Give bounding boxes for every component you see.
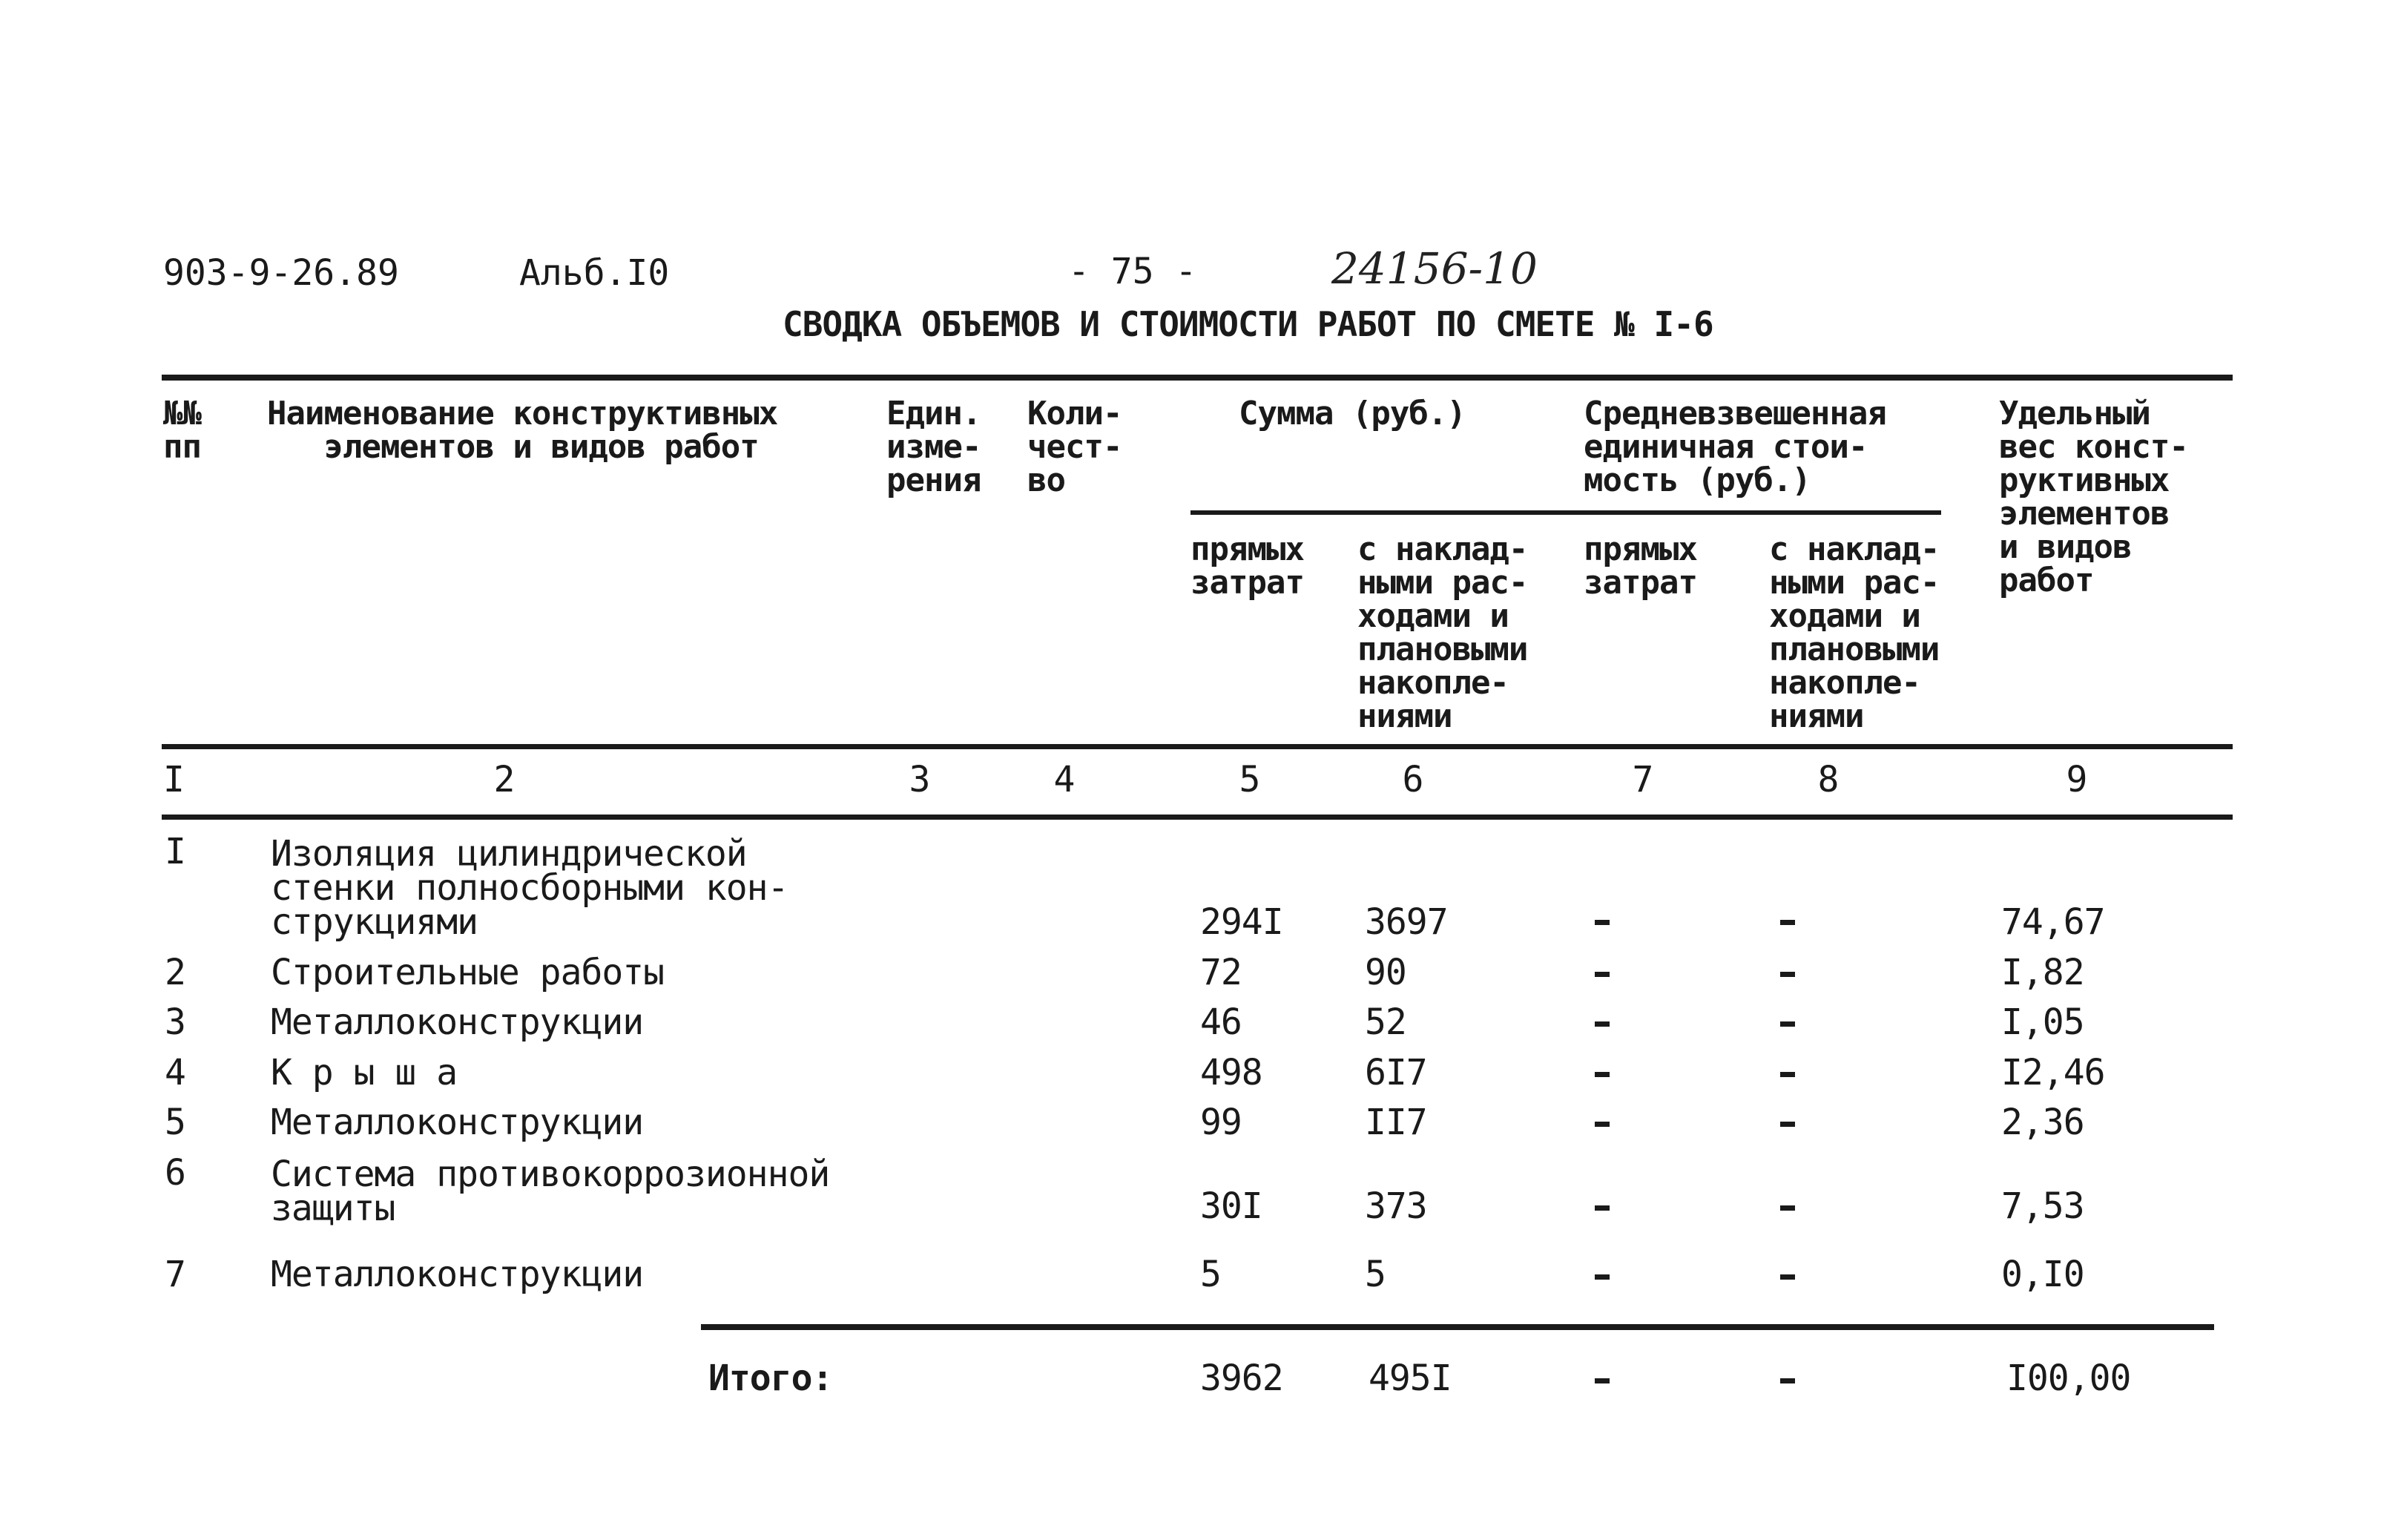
row-work-name: Строительные работы bbox=[271, 952, 665, 993]
column-number-6: 6 bbox=[1402, 759, 1424, 800]
row-work-name: К р ы ш а bbox=[271, 1052, 458, 1093]
row-number: 2 bbox=[165, 952, 185, 993]
header-quantity: Коли- чест- во bbox=[1027, 395, 1122, 499]
row-direct-cost: 72 bbox=[1200, 952, 1242, 993]
row-work-name: Изоляция цилиндрической стенки полносборными кон- струкциями bbox=[271, 833, 788, 943]
row-direct-cost: 30I bbox=[1200, 1185, 1262, 1227]
handwritten-number: 24156-10 bbox=[1331, 243, 1538, 294]
row-number: 3 bbox=[165, 1001, 185, 1043]
column-number-4: 4 bbox=[1053, 759, 1076, 800]
subheader-rule-sum bbox=[1190, 510, 1941, 515]
row-avg-direct-dash bbox=[1595, 920, 1610, 925]
row-direct-cost: 46 bbox=[1200, 1001, 1242, 1043]
page-number: - 75 - bbox=[1068, 251, 1197, 292]
header-row-number: №№ пп bbox=[163, 395, 201, 466]
row-direct-cost: 294I bbox=[1200, 901, 1283, 943]
row-work-name: Металлоконструкции bbox=[271, 1102, 644, 1143]
row-overhead-cost: 52 bbox=[1365, 1001, 1406, 1043]
header-unit: Един. изме- рения bbox=[886, 395, 981, 499]
album-number: Альб.I0 bbox=[519, 252, 670, 294]
header-sum-group: Сумма (руб.) bbox=[1239, 395, 1466, 432]
row-overhead-cost: 5 bbox=[1365, 1254, 1386, 1295]
row-avg-direct-dash bbox=[1595, 1021, 1610, 1027]
page-title: СВОДКА ОБЪЕМОВ И СТОИМОСТИ РАБОТ ПО СМЕТЕ № I-6 bbox=[783, 304, 1713, 344]
row-work-name: Металлоконструкции bbox=[271, 1001, 644, 1043]
row-avg-direct-dash bbox=[1595, 1205, 1610, 1211]
row-specific-weight: 74,67 bbox=[2001, 901, 2105, 943]
column-number-rule bbox=[162, 815, 2233, 820]
header-avg-overhead: с наклад- ными рас- ходами и плановыми накопле- ниями bbox=[1769, 530, 1940, 735]
column-number-3: 3 bbox=[909, 759, 931, 800]
column-number-7: 7 bbox=[1632, 759, 1654, 800]
column-number-8: 8 bbox=[1817, 759, 1840, 800]
document-code: 903-9-26.89 bbox=[163, 252, 399, 294]
row-number: 6 bbox=[165, 1152, 185, 1194]
row-overhead-cost: 373 bbox=[1365, 1185, 1427, 1227]
header-sum-direct: прямых затрат bbox=[1190, 530, 1304, 602]
row-direct-cost: 99 bbox=[1200, 1102, 1242, 1143]
row-overhead-cost: 3697 bbox=[1365, 901, 1448, 943]
total-rule bbox=[701, 1324, 2214, 1330]
total-avg-direct-dash bbox=[1595, 1378, 1610, 1383]
row-specific-weight: I2,46 bbox=[2001, 1052, 2105, 1093]
row-specific-weight: 0,I0 bbox=[2001, 1254, 2084, 1295]
row-avg-overhead-dash bbox=[1780, 1072, 1795, 1077]
row-specific-weight: 7,53 bbox=[2001, 1185, 2084, 1227]
row-direct-cost: 5 bbox=[1200, 1254, 1221, 1295]
row-number: 7 bbox=[165, 1254, 185, 1295]
row-work-name: Система противокоррозионной защиты bbox=[271, 1154, 830, 1229]
row-specific-weight: I,82 bbox=[2001, 952, 2084, 993]
row-avg-overhead-dash bbox=[1780, 1021, 1795, 1027]
row-overhead-cost: 6I7 bbox=[1365, 1052, 1427, 1093]
column-number-2: 2 bbox=[493, 759, 516, 800]
row-overhead-cost: 90 bbox=[1365, 952, 1406, 993]
row-avg-overhead-dash bbox=[1780, 1122, 1795, 1127]
total-overhead-cost: 495I bbox=[1369, 1358, 1452, 1399]
row-overhead-cost: II7 bbox=[1365, 1102, 1427, 1143]
row-avg-direct-dash bbox=[1595, 1274, 1610, 1280]
header-avg-direct: прямых затрат bbox=[1584, 530, 1697, 602]
row-direct-cost: 498 bbox=[1200, 1052, 1262, 1093]
row-avg-direct-dash bbox=[1595, 1072, 1610, 1077]
row-avg-overhead-dash bbox=[1780, 1274, 1795, 1280]
total-avg-overhead-dash bbox=[1780, 1378, 1795, 1383]
row-avg-overhead-dash bbox=[1780, 1205, 1795, 1211]
row-avg-direct-dash bbox=[1595, 972, 1610, 977]
header-average-cost-group: Средневзвешенная единичная стои- мость (руб.) bbox=[1584, 395, 1886, 499]
row-number: 4 bbox=[165, 1052, 185, 1093]
row-avg-direct-dash bbox=[1595, 1122, 1610, 1127]
row-specific-weight: 2,36 bbox=[2001, 1102, 2084, 1143]
total-specific-weight: I00,00 bbox=[2006, 1358, 2131, 1399]
total-label: Итого: bbox=[708, 1358, 833, 1399]
row-number: 5 bbox=[165, 1102, 185, 1143]
header-bottom-rule bbox=[162, 744, 2233, 749]
table-top-rule bbox=[162, 375, 2233, 381]
column-number-5: 5 bbox=[1239, 759, 1261, 800]
row-number: I bbox=[165, 831, 185, 872]
row-avg-overhead-dash bbox=[1780, 972, 1795, 977]
header-specific-weight: Удельный вес конст- руктивных элементов и видов работ bbox=[1999, 395, 2188, 599]
header-work-name: Наименование конструктивных элементов и видов работ bbox=[267, 395, 778, 466]
total-direct-cost: 3962 bbox=[1200, 1358, 1283, 1399]
row-specific-weight: I,05 bbox=[2001, 1001, 2084, 1043]
row-avg-overhead-dash bbox=[1780, 920, 1795, 925]
header-sum-overhead: с наклад- ными рас- ходами и плановыми накопле- ниями bbox=[1357, 530, 1528, 735]
column-number-1: I bbox=[163, 759, 185, 800]
column-number-9: 9 bbox=[2066, 759, 2088, 800]
row-work-name: Металлоконструкции bbox=[271, 1254, 644, 1295]
